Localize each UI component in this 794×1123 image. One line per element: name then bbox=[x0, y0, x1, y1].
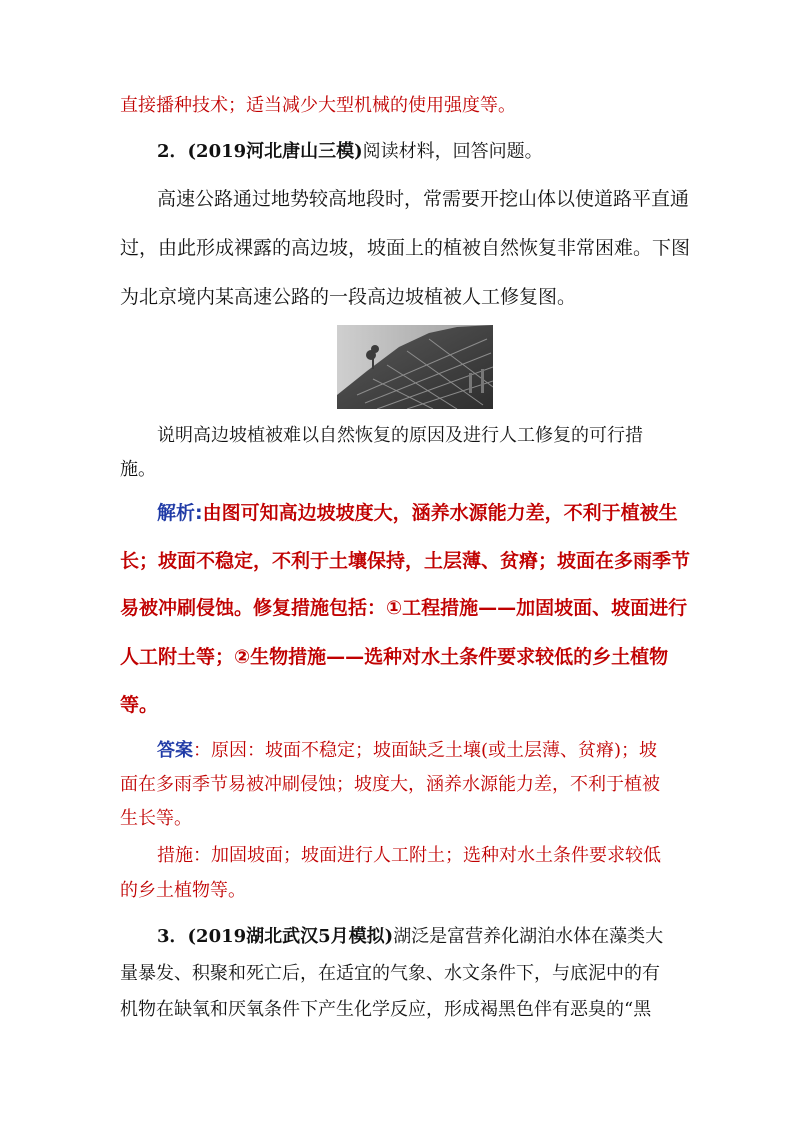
question-3-text-2: 量暴发、积聚和死亡后，在适宜的气象、水文条件下，与底泥中的有 bbox=[120, 963, 660, 984]
question-3-line-2 bbox=[120, 962, 660, 986]
question-3-text-3: 机物在缺氧和厌氧条件下产生化学反应，形成褐黑色伴有恶臭的“黑 bbox=[120, 999, 652, 1020]
answer-line-3 bbox=[120, 807, 192, 831]
answer-text-2: 面在多雨季节易被冲刷侵蚀；坡度大，涵养水源能力差，不利于植被 bbox=[120, 774, 660, 795]
ask-line-1 bbox=[157, 424, 643, 448]
question-3-source: (2019湖北武汉5月模拟) bbox=[187, 926, 394, 947]
analysis-line-3 bbox=[120, 596, 687, 620]
material-text-2: 过，由此形成裸露的高边坡，坡面上的植被自然恢复非常困难。下图 bbox=[120, 237, 691, 259]
material-line-2 bbox=[120, 236, 690, 260]
answer-text-5: 的乡土植物等。 bbox=[120, 880, 246, 901]
question-2-number: 2． bbox=[157, 141, 188, 162]
analysis-line-2 bbox=[120, 549, 690, 573]
question-2-header bbox=[157, 140, 543, 164]
prev-answer-tail bbox=[120, 94, 516, 118]
question-3-text-1: 湖泛是富营养化湖泊水体在藻类大 bbox=[393, 926, 664, 947]
question-2-prompt: 阅读材料，回答问题。 bbox=[362, 141, 543, 162]
material-text-3: 为北京境内某高速公路的一段高边坡植被人工修复图。 bbox=[120, 286, 577, 308]
material-line-1 bbox=[157, 187, 689, 211]
analysis-line-4 bbox=[120, 645, 668, 669]
analysis-colon: : bbox=[195, 502, 203, 524]
answer-line-4 bbox=[157, 844, 661, 868]
analysis-text-3: 易被冲刷侵蚀。修复措施包括：①工程措施——加固坡面、坡面进行 bbox=[120, 597, 688, 619]
ask-line-2 bbox=[120, 458, 156, 482]
ask-text-2: 施。 bbox=[120, 459, 156, 480]
answer-line-1 bbox=[157, 739, 657, 763]
question-3-line-1 bbox=[157, 925, 663, 949]
analysis-line-1 bbox=[157, 501, 678, 525]
answer-line-5 bbox=[120, 879, 246, 903]
analysis-label: 解析 bbox=[157, 502, 196, 524]
answer-text-1: ：原因：坡面不稳定；坡面缺乏土壤(或土层薄、贫瘠)；坡 bbox=[193, 740, 658, 761]
answer-line-2 bbox=[120, 773, 660, 797]
slope-restoration-photo bbox=[337, 325, 493, 409]
analysis-text-1: 由图可知高边坡坡度大，涵养水源能力差，不利于植被生 bbox=[202, 502, 678, 524]
ask-text-1: 说明高边坡植被难以自然恢复的原因及进行人工修复的可行措 bbox=[157, 425, 643, 446]
prev-answer-text: 直接播种技术；适当减少大型机械的使用强度等。 bbox=[120, 95, 516, 116]
question-2-source: (2019河北唐山三模) bbox=[187, 141, 363, 162]
material-line-3 bbox=[120, 285, 576, 309]
analysis-text-2: 长；坡面不稳定，不利于土壤保持，土层薄、贫瘠；坡面在多雨季节 bbox=[120, 550, 691, 572]
answer-label: 答案 bbox=[157, 740, 193, 761]
analysis-text-5: 等。 bbox=[120, 694, 159, 716]
material-text-1: 高速公路通过地势较高地段时，常需要开挖山体以使道路平直通 bbox=[157, 188, 690, 210]
analysis-text-4: 人工附土等；②生物措施——选种对水土条件要求较低的乡土植物 bbox=[120, 646, 669, 668]
answer-text-3: 生长等。 bbox=[120, 808, 192, 829]
analysis-line-5 bbox=[120, 693, 158, 717]
question-3-line-3 bbox=[120, 998, 651, 1022]
answer-text-4: 措施：加固坡面；坡面进行人工附土；选种对水土条件要求较低 bbox=[157, 845, 661, 866]
question-3-number: 3． bbox=[157, 926, 188, 947]
